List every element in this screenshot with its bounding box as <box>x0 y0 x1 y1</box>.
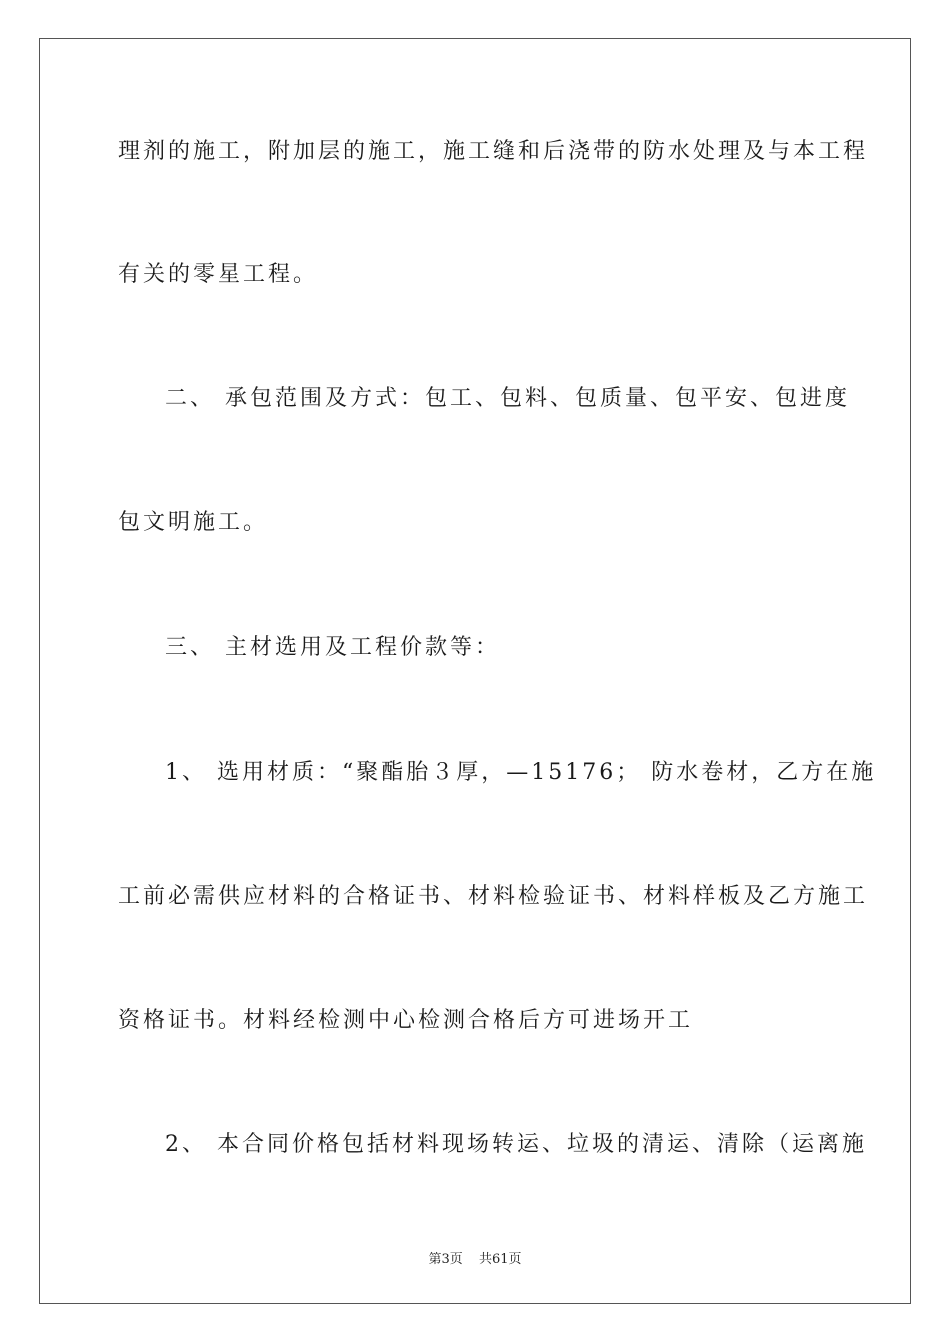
body-text-line: 包文明施工。 <box>118 510 269 535</box>
body-text-line: 理剂的施工，附加层的施工，施工缝和后浇带的防水处理及与本工程 <box>118 139 869 164</box>
list-item: 2、 本合同价格包括材料现场转运、垃圾的清运、清除（运离施 <box>165 1132 867 1157</box>
body-text-line: 资格证书。材料经检测中心检测合格后方可进场开工 <box>118 1008 694 1033</box>
section-heading: 二、 承包范围及方式：包工、包料、包质量、包平安、包进度 <box>165 386 850 411</box>
page-number: 第3页 <box>428 1252 463 1267</box>
page-footer <box>0 1248 950 1267</box>
body-text-line: 工前必需供应材料的合格证书、材料检验证书、材料样板及乙方施工 <box>118 884 869 909</box>
section-heading: 三、 主材选用及工程价款等： <box>165 635 500 660</box>
page-total: 共61页 <box>478 1252 522 1267</box>
body-text-line: 有关的零星工程。 <box>118 262 319 287</box>
page-border <box>39 38 911 1304</box>
list-item: 1、 选用材质：“聚酯胎３厚，—15176； 防水卷材，乙方在施 <box>165 760 877 785</box>
